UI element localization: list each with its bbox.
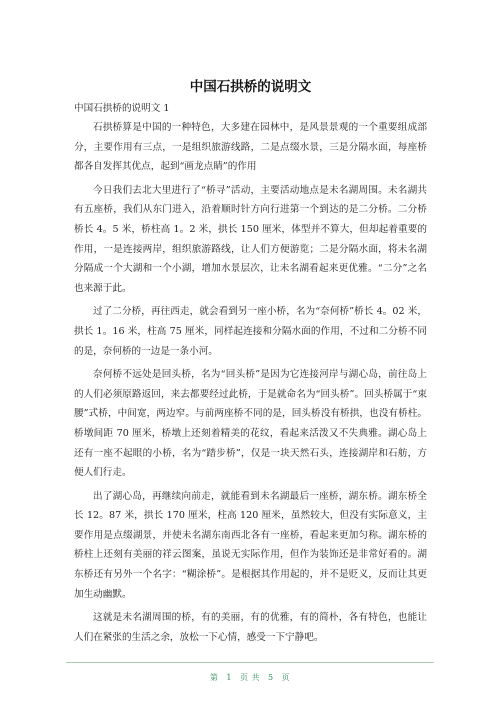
paragraph-3: 过了二分桥，再往西走，就会看到另一座小桥，名为“奈何桥”桥长 4。02 米，拱长 1。16 米，柱高 75 厘米，同样起连接和分隔水面的作用，不过和二分桥不同的是，奈何桥的一边是一条小河。	[74, 306, 427, 357]
footer-total-pages: 5	[268, 673, 274, 682]
footer-middle: 页 共	[239, 673, 261, 682]
footer-page-number: 1	[226, 673, 232, 682]
footer-prefix: 第	[209, 673, 219, 682]
paragraph-5: 出了湖心岛，再继续向前走，就能看到未名湖最后一座桥，湖东桥。湖东桥全长 12。87 米，拱长 170 厘米，柱高 120 厘米，虽然较大，但没有实际意义，主要作用是点缀湖景，并使未名湖东南西北各有一座桥，看起来更加匀称。湖东桥的桥柱上还刻有美丽的祥云图案，虽说无实际作用，但作为装饰还是非常好看的。湖东桥还有另外一个名字：“糊涂桥”。是根据其作用起的，并不是贬义，反而让其更加生动幽默。	[74, 490, 427, 600]
page-footer	[0, 672, 500, 683]
paragraph-2: 今日我们去北大里进行了“桥寻”活动，主要活动地点是未名湖周围。未名湖共有五座桥，我们从东门进入，沿着顺时针方向行进第一个到达的是二分桥。二分桥桥长 4。5 米，桥柱高 1。2 米，拱长 150 厘米，体型并不算大，但却起着重要的作用，一是连接两岸，组织旅游路线，让人们方便游览；二是分隔水面，将未名湖分隔成一个大湖和一个小湖，增加水景层次，让未名湖看起来更优雅。“二分”之名也来源于此。	[74, 184, 427, 294]
footer-divider	[66, 662, 434, 663]
paragraph-4: 奈何桥不远处是回头桥，名为“回头桥”是因为它连接河岸与湖心岛，前往岛上的人们必须原路返回，来去都要经过此桥，于是就命名为“回头桥”。回头桥属于“束腰”式桥，中间宽，两边窄。与前两座桥不同的是，回头桥没有桥拱，也没有桥柱。桥墩间距 70 厘米，桥墩上还刻着精美的花纹，看起来活泼又不失典雅。湖心岛上还有一座不起眼的小桥，名为“踏步桥”，仅是一块天然石头，连接湖岸和石舫，方便人们行走。	[74, 369, 427, 479]
document-subtitle: 中国石拱桥的说明文 1	[74, 103, 170, 114]
paragraph-6: 这就是未名湖周围的桥，有的美丽，有的优雅，有的简朴，各有特色，也能让人们在紧张的生活之余，放松一下心情，感受一下宁静吧。	[74, 612, 427, 643]
paragraph-1: 石拱桥算是中国的一种特色，大多建在园林中，是风景景观的一个重要组成部分，主要作用有三点，一是组织旅游线路，二是点缀水景，三是分隔水面，每座桥都各自发挥其优点，起到“画龙点睛”的作用	[74, 122, 427, 173]
document-title: 中国石拱桥的说明文	[189, 79, 312, 95]
footer-suffix: 页	[281, 673, 291, 682]
